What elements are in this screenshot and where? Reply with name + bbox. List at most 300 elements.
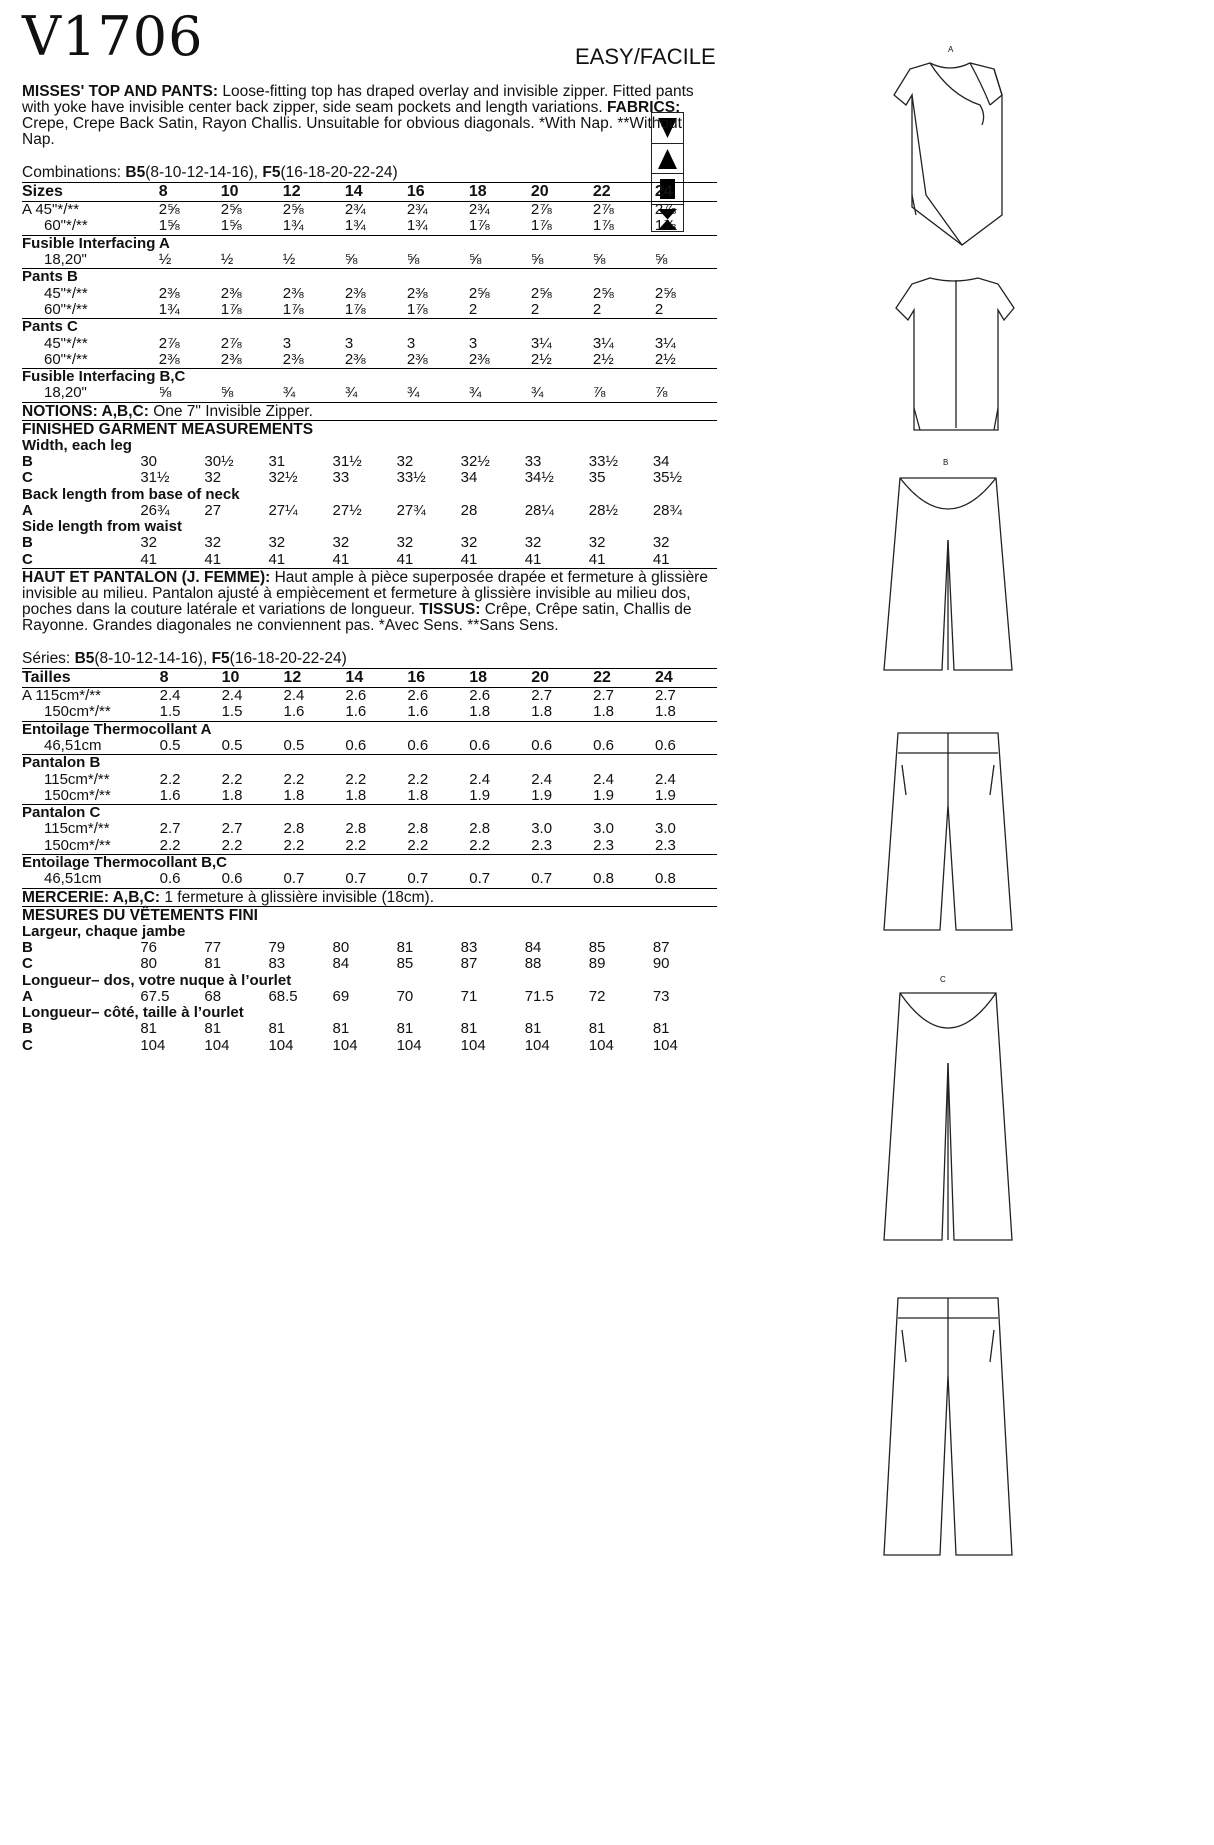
table-cell: 1.5	[159, 703, 181, 721]
row-label: 60"*/**	[44, 300, 88, 318]
table-cell: 2.7	[655, 687, 676, 705]
table-cell: 2.7	[221, 820, 243, 838]
row-label: 46,51cm	[44, 736, 102, 754]
size-header: 14	[345, 183, 407, 202]
row-label: C	[22, 550, 33, 568]
row-label: C	[22, 1036, 33, 1054]
view-c-front-drawing	[880, 985, 1015, 1260]
table-cell: 1⅝	[220, 217, 242, 235]
table-cell: 33	[332, 469, 350, 487]
table-cell: 68	[204, 987, 222, 1005]
table-cell: 85	[396, 955, 414, 973]
size-header-row	[22, 183, 717, 202]
size-header: 16	[407, 669, 469, 688]
table-cell: 80	[140, 955, 158, 973]
section-label: Fusible Interfacing B,C	[22, 368, 717, 385]
table-cell: 41	[204, 550, 222, 568]
table-cell: 84	[524, 938, 542, 956]
table-row	[22, 470, 717, 486]
table-cell: 2¾	[468, 201, 490, 219]
view-a-label: A	[948, 45, 954, 54]
table-cell: 104	[332, 1036, 358, 1054]
section-row	[22, 519, 717, 535]
table-cell: ½	[282, 251, 296, 269]
section-row	[22, 854, 717, 871]
section-label: Longueur– dos, votre nuque à l’ourlet	[22, 971, 292, 989]
size-header: 22	[593, 183, 655, 202]
table-cell: 2⅜	[158, 350, 180, 368]
section-label: Back length from base of neck	[22, 485, 240, 503]
table-cell: 2⅝	[530, 284, 552, 302]
section-row	[22, 805, 717, 822]
table-cell: 3.0	[593, 820, 614, 838]
section-label: Longueur– côté, taille à l’ourlet	[22, 1004, 244, 1022]
section-row	[22, 755, 717, 772]
table-row	[22, 454, 717, 470]
table-cell: 2⅜	[344, 350, 366, 368]
table-cell: 2⅜	[220, 350, 242, 368]
table-cell: 2⅞	[530, 201, 552, 219]
table-cell: 3¼	[530, 334, 552, 352]
table-cell: 32½	[268, 469, 298, 487]
table-cell: 2.7	[593, 687, 614, 705]
section-row	[22, 924, 717, 940]
table-row	[22, 788, 717, 805]
table-cell: 1⅞	[592, 217, 614, 235]
table-cell: 90	[652, 955, 670, 973]
table-cell: 28½	[588, 501, 618, 519]
row-label: 60"*/**	[44, 217, 88, 235]
table-cell: 2.8	[407, 820, 429, 838]
table-cell: 0.7	[531, 870, 553, 888]
table-cell: 104	[524, 1036, 550, 1054]
table-cell: 32	[140, 534, 158, 552]
table-cell: 1.9	[655, 786, 676, 804]
sizes-label: Sizes	[22, 183, 159, 202]
size-header: 12	[284, 669, 346, 688]
table-cell: 28¼	[524, 501, 554, 519]
table-row	[22, 1038, 717, 1054]
table-cell: 2.4	[159, 687, 181, 705]
view-b-label: B	[943, 458, 949, 467]
table-cell: 1⅞	[282, 300, 304, 318]
table-cell: 0.6	[407, 736, 429, 754]
table-cell: 2⅝	[220, 201, 242, 219]
table-cell: 71.5	[524, 987, 554, 1005]
row-label: B	[22, 453, 33, 470]
table-cell: 2½	[530, 350, 552, 368]
table-cell: ⅞	[592, 384, 606, 402]
table-cell: 2	[530, 300, 540, 318]
table-cell: ½	[220, 251, 234, 269]
row-label: 46,51cm	[44, 870, 102, 888]
table-cell: 2.4	[221, 687, 243, 705]
table-cell: 0.6	[469, 736, 491, 754]
table-cell: 2	[468, 300, 478, 318]
table-cell: 81	[332, 1020, 350, 1038]
table-cell: 34½	[524, 469, 554, 487]
table-cell: 1⅞	[530, 217, 552, 235]
table-cell: 2	[592, 300, 602, 318]
section-label: Side length from waist	[22, 518, 183, 536]
table-cell: 0.6	[655, 736, 676, 754]
table-cell: 3	[406, 334, 416, 352]
size-header: 24	[655, 183, 717, 202]
table-cell: 1.6	[345, 703, 367, 721]
sizes-label: Tailles	[22, 669, 160, 688]
table-cell: 1¾	[344, 217, 366, 235]
table-cell: 32	[204, 534, 222, 552]
table-cell: 2.2	[159, 770, 181, 788]
table-cell: 1⅝	[158, 217, 180, 235]
table-cell: 32½	[460, 453, 490, 470]
size-header: 18	[469, 669, 531, 688]
table-cell: 81	[396, 938, 414, 956]
table-cell: 32	[588, 534, 606, 552]
table-cell: 2½	[592, 350, 614, 368]
section-label: Width, each leg	[22, 436, 132, 454]
table-cell: 0.5	[159, 736, 181, 754]
table-cell: 2.2	[469, 836, 491, 854]
section-label: Entoilage Thermocollant A	[22, 721, 717, 738]
view-c-back-drawing	[880, 1290, 1015, 1575]
en-yardage-table	[22, 183, 717, 402]
table-cell: ⅝	[344, 251, 358, 269]
table-cell: 73	[652, 987, 670, 1005]
table-cell: 34	[460, 469, 478, 487]
table-cell: 1¾	[158, 300, 180, 318]
table-cell: ¾	[282, 384, 296, 402]
table-cell: 2.2	[345, 770, 367, 788]
table-cell: 2.3	[593, 836, 614, 854]
table-cell: 1.8	[407, 786, 429, 804]
table-cell: 80	[332, 938, 350, 956]
table-cell: 1.6	[407, 703, 429, 721]
section-row	[22, 486, 717, 502]
table-cell: 2⅞	[654, 201, 676, 219]
table-cell: 2⅜	[406, 284, 428, 302]
table-cell: 81	[524, 1020, 542, 1038]
table-cell: 3¼	[592, 334, 614, 352]
size-header: 14	[345, 669, 407, 688]
row-label: 45"*/**	[44, 334, 88, 352]
table-cell: 0.7	[469, 870, 491, 888]
size-header: 8	[159, 183, 221, 202]
en-description: MISSES' TOP AND PANTS: Loose-fitting top has draped overlay and invisible zipper. Fitted pants with yoke have invisible center back zipper, side seam pockets and length variations. FABRICS: Crepe, Crepe Back Satin, Rayon Challis. Unsuitable for obvious diagonals. *With Nap. **Without Nap.	[22, 83, 694, 148]
row-label: 45"*/**	[44, 284, 88, 302]
table-cell: 2.2	[221, 836, 243, 854]
section-row	[22, 1005, 717, 1021]
row-label: A	[22, 501, 33, 519]
table-cell: 0.6	[593, 736, 614, 754]
section-label: Pantalon B	[22, 755, 717, 772]
table-row	[22, 335, 717, 351]
table-row	[22, 552, 717, 568]
table-cell: 32	[396, 453, 414, 470]
view-a-back-drawing	[890, 268, 1005, 443]
table-cell: 2.2	[407, 836, 429, 854]
table-cell: ⅝	[530, 251, 544, 269]
table-cell: 41	[396, 550, 414, 568]
table-row	[22, 503, 717, 519]
en-combinations: Combinations: B5(8-10-12-14-16), F5(16-18-20-22-24)	[22, 164, 717, 183]
table-cell: 3	[344, 334, 354, 352]
table-cell: 84	[332, 955, 350, 973]
row-label: 60"*/**	[44, 350, 88, 368]
table-cell: 77	[204, 938, 222, 956]
view-c-label: C	[940, 975, 946, 984]
table-cell: 2¾	[406, 201, 428, 219]
table-cell: 2¾	[344, 201, 366, 219]
row-label: 115cm*/**	[44, 820, 110, 838]
size-header: 10	[221, 183, 283, 202]
table-cell: ¾	[406, 384, 420, 402]
table-cell: 2⅞	[592, 201, 614, 219]
table-cell: 1¾	[282, 217, 304, 235]
table-cell: 2⅜	[282, 284, 304, 302]
fr-description: HAUT ET PANTALON (J. FEMME): Haut ample à pièce superposée drapée et fermeture à glissière invisible au milieu. Pantalon ajusté à empiècement et fermeture à glissière invisible au milieu dos, poches dans la couture latérale et variations de longueur. TISSUS: Crêpe, Crêpe satin, Challis de Rayonne. Grandes diagonales ne conviennent pas. *Avec Sens. **Sans Sens.	[22, 568, 717, 634]
table-cell: 1.8	[655, 703, 676, 721]
size-header: 10	[222, 669, 284, 688]
table-cell: 83	[460, 938, 478, 956]
fr-finished-measurements-table	[22, 924, 717, 1054]
view-b-front-drawing	[880, 470, 1015, 690]
row-label: 150cm*/**	[44, 836, 111, 854]
row-label: 18,20"	[44, 384, 87, 402]
table-cell: 1.8	[531, 703, 553, 721]
table-cell: 104	[396, 1036, 422, 1054]
section-label: Pants C	[22, 319, 717, 336]
fr-finished-measurements-title: MESURES DU VÊTEMENTS FINI	[22, 906, 258, 924]
table-row	[22, 956, 717, 972]
section-row	[22, 368, 717, 385]
table-cell: 2⅝	[654, 284, 676, 302]
table-cell: 32	[652, 534, 670, 552]
table-cell: 2.4	[469, 770, 491, 788]
row-label: A 45"*/**	[22, 201, 80, 219]
table-cell: 2.7	[531, 687, 553, 705]
table-cell: 81	[652, 1020, 670, 1038]
table-cell: 0.6	[345, 736, 367, 754]
table-cell: 1.6	[283, 703, 305, 721]
table-cell: 35	[588, 469, 606, 487]
table-cell: 2⅝	[282, 201, 304, 219]
table-cell: 104	[460, 1036, 486, 1054]
table-cell: 2⅝	[468, 284, 490, 302]
fr-combinations: Séries: B5(8-10-12-14-16), F5(16-18-20-22-24)	[22, 650, 717, 669]
table-cell: 2⅝	[158, 201, 180, 219]
table-cell: 2.2	[221, 770, 243, 788]
table-cell: 2.8	[345, 820, 367, 838]
table-cell: 70	[396, 987, 414, 1005]
table-cell: 2½	[654, 350, 676, 368]
table-cell: 2.4	[283, 687, 305, 705]
fr-yardage-table	[22, 669, 717, 888]
table-cell: ¾	[468, 384, 482, 402]
table-row	[22, 989, 717, 1005]
table-cell: ⅝	[406, 251, 420, 269]
table-cell: 104	[588, 1036, 614, 1054]
table-cell: 1¾	[406, 217, 428, 235]
table-cell: 69	[332, 987, 350, 1005]
table-cell: 2⅞	[220, 334, 242, 352]
table-cell: 1.9	[531, 786, 553, 804]
table-row	[22, 202, 717, 219]
table-cell: 1.8	[469, 703, 491, 721]
table-cell: 2.3	[655, 836, 676, 854]
table-row	[22, 838, 717, 855]
section-row	[22, 319, 717, 336]
table-cell: 27¼	[268, 501, 298, 519]
table-cell: 0.5	[221, 736, 243, 754]
row-label: 115cm*/**	[44, 770, 110, 788]
row-label: B	[22, 938, 33, 956]
table-cell: 3	[468, 334, 478, 352]
table-cell: 71	[460, 987, 478, 1005]
table-cell: 2.2	[345, 836, 367, 854]
table-cell: 27¾	[396, 501, 426, 519]
table-cell: 35½	[652, 469, 683, 487]
table-cell: 2⅝	[592, 284, 614, 302]
table-cell: 1.8	[283, 786, 305, 804]
table-cell: 28	[460, 501, 478, 519]
table-cell: 3¼	[654, 334, 676, 352]
section-label: Pantalon C	[22, 805, 717, 822]
table-cell: 0.8	[593, 870, 614, 888]
view-a-front-drawing	[890, 55, 1005, 260]
table-row	[22, 252, 717, 269]
section-row	[22, 269, 717, 286]
table-cell: 87	[652, 938, 670, 956]
table-cell: 2.8	[283, 820, 305, 838]
table-cell: 2.4	[531, 770, 553, 788]
table-cell: 89	[588, 955, 606, 973]
size-header-row	[22, 669, 717, 688]
table-cell: ⅝	[468, 251, 482, 269]
table-cell: 32	[204, 469, 222, 487]
table-cell: 26¾	[140, 501, 170, 519]
row-label: 150cm*/**	[44, 703, 111, 721]
table-row	[22, 821, 717, 837]
table-cell: ½	[158, 251, 172, 269]
table-cell: 32	[460, 534, 478, 552]
row-label: 18,20"	[44, 251, 87, 269]
table-cell: 104	[204, 1036, 230, 1054]
table-cell: ⅝	[654, 251, 668, 269]
table-cell: 1⅞	[654, 217, 676, 235]
table-cell: 2⅜	[406, 350, 428, 368]
pattern-number: V1706	[22, 5, 204, 68]
table-cell: 1.8	[221, 786, 243, 804]
table-cell: 2.2	[407, 770, 429, 788]
table-cell: 2	[654, 300, 664, 318]
table-cell: 1⅞	[406, 300, 428, 318]
table-cell: 81	[204, 1020, 222, 1038]
table-row	[22, 285, 717, 301]
size-header: 20	[531, 183, 593, 202]
section-label: Fusible Interfacing A	[22, 235, 717, 252]
table-cell: 0.7	[407, 870, 429, 888]
table-cell: ⅞	[654, 384, 668, 402]
table-cell: 31½	[140, 469, 170, 487]
table-row	[22, 771, 717, 787]
size-header: 20	[531, 669, 593, 688]
table-row	[22, 940, 717, 956]
view-b-back-drawing	[880, 725, 1015, 945]
table-cell: 41	[524, 550, 542, 568]
table-cell: 85	[588, 938, 606, 956]
table-cell: 33	[524, 453, 542, 470]
table-cell: 2.2	[283, 836, 305, 854]
content-column	[22, 84, 717, 1054]
table-cell: 2⅜	[158, 284, 180, 302]
table-cell: 0.5	[283, 736, 305, 754]
table-cell: 33½	[396, 469, 426, 487]
section-row	[22, 438, 717, 454]
en-finished-measurements-table	[22, 438, 717, 568]
table-cell: 81	[460, 1020, 478, 1038]
difficulty-label: EASY/FACILE	[575, 44, 716, 69]
table-cell: 33½	[588, 453, 618, 470]
section-row	[22, 235, 717, 252]
row-label: B	[22, 534, 33, 552]
table-row	[22, 218, 717, 235]
table-cell: 1⅞	[220, 300, 242, 318]
section-label: Pants B	[22, 269, 717, 286]
en-finished-measurements-title: FINISHED GARMENT MEASUREMENTS	[22, 420, 314, 438]
table-cell: 3.0	[531, 820, 553, 838]
table-cell: 2.2	[159, 836, 181, 854]
table-cell: 41	[460, 550, 478, 568]
table-cell: 2.6	[345, 687, 367, 705]
table-cell: 81	[588, 1020, 606, 1038]
table-cell: 2⅜	[282, 350, 304, 368]
table-cell: 2⅜	[468, 350, 490, 368]
table-cell: 88	[524, 955, 542, 973]
table-cell: 41	[332, 550, 350, 568]
table-row	[22, 704, 717, 721]
table-cell: 2.7	[159, 820, 181, 838]
size-header: 24	[655, 669, 717, 688]
table-cell: 67.5	[140, 987, 170, 1005]
table-cell: ⅝	[220, 384, 234, 402]
table-row	[22, 385, 717, 401]
table-cell: 28¾	[652, 501, 683, 519]
table-row	[22, 738, 717, 755]
table-cell: ¾	[530, 384, 544, 402]
table-cell: 1.6	[159, 786, 181, 804]
table-cell: 30	[140, 453, 158, 470]
row-label: C	[22, 955, 33, 973]
table-cell: 2.3	[531, 836, 553, 854]
table-cell: 2⅞	[158, 334, 180, 352]
table-cell: 104	[140, 1036, 166, 1054]
table-cell: 2.6	[407, 687, 429, 705]
table-row	[22, 1021, 717, 1037]
table-cell: 76	[140, 938, 158, 956]
table-cell: 83	[268, 955, 286, 973]
table-row	[22, 535, 717, 551]
table-cell: 87	[460, 955, 478, 973]
table-row	[22, 352, 717, 369]
table-cell: 1.5	[221, 703, 243, 721]
table-cell: 1⅞	[468, 217, 490, 235]
table-cell: 32	[524, 534, 542, 552]
size-header: 8	[160, 669, 222, 688]
table-cell: 81	[268, 1020, 286, 1038]
table-cell: ¾	[344, 384, 358, 402]
table-cell: 79	[268, 938, 286, 956]
